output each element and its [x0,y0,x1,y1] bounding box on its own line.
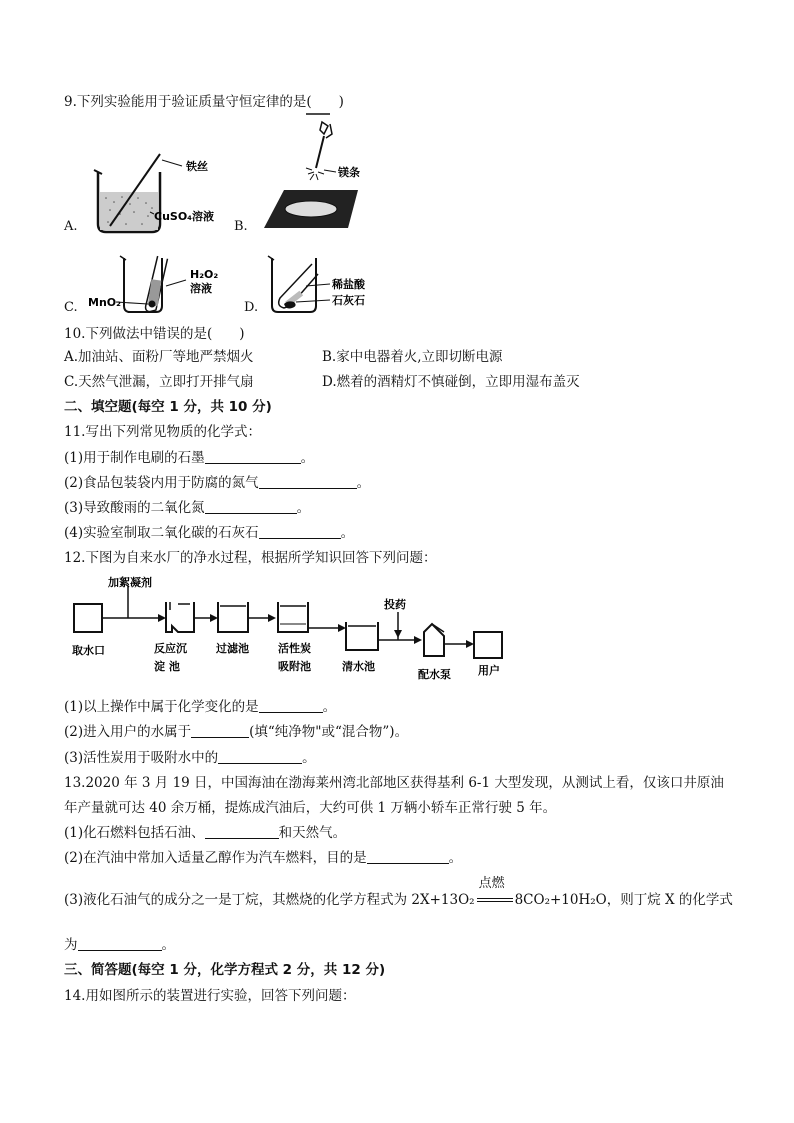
q11-blank-4[interactable] [259,524,341,539]
q9-b-mg-label: 镁条 [338,166,360,179]
q9-c-h2o2-label: H₂O₂ [190,268,219,281]
q11-blank-2[interactable] [259,474,357,489]
q12-part-3-text: (3)活性炭用于吸附水中的 [64,750,219,766]
q9-option-c-label: C. [64,300,78,315]
q12-end-1: 。 [322,699,337,715]
q11-stem: 11.写出下列常见物质的化学式： [64,424,261,440]
q13-blank-1[interactable] [205,824,279,839]
q10-option-d: D.燃着的酒精灯不慎碰倒，立即用湿布盖灭 [322,374,580,390]
q13-part-3-text-b: 8CO₂+10H₂O，则丁烷 X 的化学式 [514,892,733,908]
q13-part-3-text-a: (3)液化石油气的成分之一是丁烷，其燃烧的化学方程式为 2X+13O₂ [64,892,475,908]
q13-stem-line-2: 年产量就可达 40 余万桶，提炼成汽油后，大约可供 1 万辆小轿车正常行驶 5 年。 [64,800,557,816]
q11-part-4-text: (4)实验室制取二氧化碳的石灰石 [64,525,259,541]
q10-option-b: B.家中电器着火,立即切断电源 [322,349,503,365]
section-3-heading: 三、简答题(每空 1 分，化学方程式 2 分，共 12 分) [64,962,386,978]
q11-end-2: 。 [356,475,371,491]
q12-user-label: 用户 [478,664,500,677]
q14-stem: 14.用如图所示的装置进行实验，回答下列问题： [64,988,356,1004]
q12-part-2-text-b: (填“纯净物"或“混合物”)。 [249,724,409,740]
q9-a-iron-label: 铁丝 [186,160,208,173]
q12-part-3 [64,748,316,768]
q11-part-2 [64,473,370,493]
q13-part-3-text-c: 为 [64,937,78,953]
q12-coagulant-label: 加絮凝剂 [108,576,152,589]
q13-end-3: 。 [161,937,175,953]
q12-stem: 12.下图为自来水厂的净水过程，根据所学知识回答下列问题： [64,550,437,566]
q9-d-hcl-label: 稀盐酸 [332,278,365,291]
q9-option-a-label: A. [64,219,78,234]
q9-option-d-figure [266,250,396,320]
q12-part-2-text-a: (2)进入用户的水属于 [64,724,192,740]
q9-option-b-label: B. [234,219,248,234]
q12-water-treatment-diagram [66,574,516,684]
q9-option-c-figure [86,250,236,320]
q12-carbon-label-2: 吸附池 [278,660,311,673]
q11-end-3: 。 [296,500,311,516]
q9-a-cuso4-label: CuSO₄溶液 [154,210,214,223]
q11-blank-1[interactable] [205,449,301,464]
q9-d-lime-label: 石灰石 [332,294,365,307]
q11-part-2-text: (2)食品包装袋内用于防腐的氮气 [64,475,259,491]
q12-reaction-label-1: 反应沉 [154,642,187,655]
q12-part-1-text: (1)以上操作中属于化学变化的是 [64,699,259,715]
q11-part-1 [64,448,314,468]
q9-option-b-figure [258,112,398,232]
q13-blank-2[interactable] [367,849,449,864]
q12-pump-label: 配水泵 [418,668,451,681]
q12-end-3: 。 [302,750,316,766]
q13-part-2 [64,848,462,868]
q11-part-4 [64,523,354,543]
q13-part-2-text: (2)在汽油中常加入适量乙醇作为汽车燃料，目的是 [64,850,367,866]
q9-stem: 9.下列实验能用于验证质量守恒定律的是( ) [64,94,344,110]
q9-option-d-label: D. [244,300,259,315]
q11-part-1-text: (1)用于制作电刷的石墨 [64,450,205,466]
q9-c-mno2-label: MnO₂ [88,296,121,309]
q12-dose-label: 投药 [384,598,406,611]
q12-blank-1[interactable] [259,698,323,713]
q13-condition-label: 点燃 [478,876,505,891]
q13-stem-line-1: 13.2020 年 3 月 19 日，中国海油在渤海莱州湾北部地区获得基利 6-1 大型发现，从测试上看，仅该口井原油 [64,775,724,791]
q12-reaction-label-2: 淀 池 [154,660,180,673]
q9-c-solution-label: 溶液 [190,282,212,295]
q13-part-3-cont [64,935,175,955]
q12-blank-3[interactable] [218,749,302,764]
q13-equals-sign [477,898,513,902]
section-2-heading: 二、填空题(每空 1 分，共 10 分) [64,399,272,415]
q12-clear-label: 清水池 [342,660,375,673]
q12-blank-2[interactable] [191,723,249,738]
q13-part-1-text-b: 和天然气。 [278,825,347,841]
q12-filter-label: 过滤池 [216,642,249,655]
q12-part-1 [64,697,336,717]
q11-blank-3[interactable] [205,499,297,514]
q10-option-a: A.加油站、面粉厂等地严禁烟火 [64,349,254,365]
q11-end-4: 。 [340,525,355,541]
q12-part-2 [64,722,408,742]
q13-blank-3[interactable] [78,936,162,951]
q13-part-1-text-a: (1)化石燃料包括石油、 [64,825,205,841]
q10-option-c: C.天然气泄漏，立即打开排气扇 [64,374,254,390]
q13-part-1 [64,823,346,843]
q12-intake-label: 取水口 [72,644,105,657]
q13-end-2: 。 [448,850,463,866]
q11-end-1: 。 [300,450,315,466]
q13-part-3 [64,876,733,910]
q13-reaction-condition [475,876,515,910]
q10-stem: 10.下列做法中错误的是( ) [64,326,245,342]
q12-carbon-label-1: 活性炭 [278,642,311,655]
q11-part-3-text: (3)导致酸雨的二氧化氮 [64,500,205,516]
q11-part-3 [64,498,310,518]
